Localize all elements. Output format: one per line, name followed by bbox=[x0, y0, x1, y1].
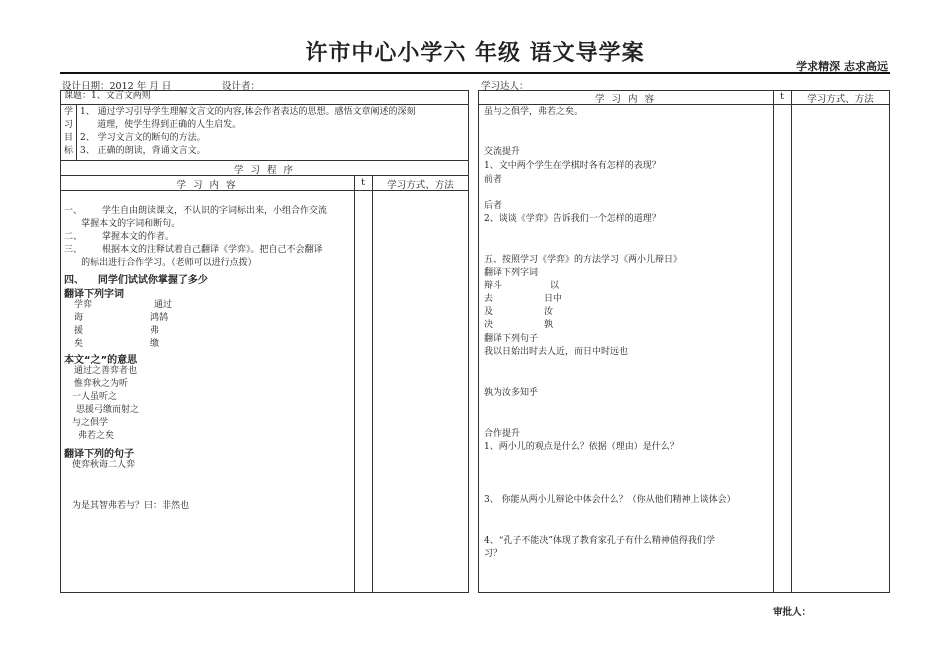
right-words-list: 辩斗 以 去 日中 及 汝 决 孰 bbox=[484, 281, 563, 330]
col-content: 学 习 内 容 bbox=[176, 180, 238, 191]
col-method: 学习方式、方法 bbox=[807, 94, 874, 105]
divider bbox=[773, 90, 774, 593]
col-t: t bbox=[780, 91, 784, 102]
coop-q1: 1、两小儿的观点是什么？依据（理由）是什么？ bbox=[484, 442, 679, 452]
steps: 一、 学生自由朗读课文，不认识的字词标出来，小组合作交流 掌握本文的字词和断句。 二、 掌握本文的作者。 三、 根据本文的注释试着自己翻译《学弈》。把自己不会翻译 的标出进行合作学习。（老师可以进行点拨） bbox=[64, 206, 328, 268]
task5: 五、按照学习《学弈》的方法学习《两小儿辩日》 bbox=[484, 255, 683, 265]
sentences-title: 翻译下列的句子 bbox=[64, 449, 134, 460]
former-label: 前者 bbox=[484, 175, 503, 185]
design-date: 设计日期：2012 年 月 日 bbox=[62, 81, 172, 92]
latter-label: 后者 bbox=[484, 201, 503, 211]
header-divider bbox=[60, 72, 890, 74]
goals-list bbox=[80, 106, 415, 158]
step4-heading: 四、 同学们试试你掌握了多少 bbox=[64, 275, 208, 286]
goal-item: 2、 学习文言文的断句的方法。 bbox=[80, 133, 206, 143]
exchange-q1: 1、文中两个学生在学棋时各有怎样的表现？ bbox=[484, 161, 661, 171]
topic: 课题：1、文言文两则 bbox=[64, 91, 151, 101]
motto: 学求精深 志求高远 bbox=[796, 60, 888, 73]
learner-label: 学习达人： bbox=[481, 81, 529, 92]
divider bbox=[60, 175, 469, 176]
words-list: 学弈 通过 诲 鸿鹄 援 弗 矣 缴 bbox=[74, 300, 173, 349]
divider bbox=[60, 160, 469, 161]
words-title: 翻译下列字词 bbox=[484, 268, 539, 278]
col-method: 学习方式、方法 bbox=[387, 180, 454, 191]
divider bbox=[76, 104, 77, 160]
goal-item: 道理，使学生得到正确的人生启发。 bbox=[80, 120, 242, 130]
goal-item: 3、 正确的朗读，背诵文言文。 bbox=[80, 146, 206, 156]
sentence-item: 为是其智弗若与？曰：非然也 bbox=[72, 501, 190, 511]
coop-q4: 4、“孔子不能决”体现了教育家孔子有什么精神值得我们学 bbox=[484, 536, 715, 546]
coop-q4-cont: 习？ bbox=[484, 549, 503, 559]
approver-label: 审批人： bbox=[773, 607, 812, 618]
coop-title: 合作提升 bbox=[484, 429, 521, 439]
exchange-title: 交流提升 bbox=[484, 147, 521, 157]
right-sentence1: 我以日始出时去人近，而日中时远也 bbox=[484, 347, 629, 357]
col-t: t bbox=[361, 177, 365, 188]
divider bbox=[372, 175, 373, 593]
right-sentence2: 孰为汝多知乎 bbox=[484, 388, 539, 398]
goal-item: 1、 通过学习引导学生理解文言文的内容,体会作者表达的思想。感悟文章阐述的深刻 bbox=[80, 107, 416, 117]
page-title: 许市中心小学六 年级 语文导学案 bbox=[305, 41, 645, 66]
designer-label: 设计者： bbox=[222, 81, 261, 92]
zhi-list: 通过之善弈者也 惟弈秋之为听 一人虽听之 思援弓缴而射之 与之俱学 弗若之矣 bbox=[72, 366, 140, 441]
divider bbox=[60, 190, 469, 191]
goal-label: 学 习 目 标 bbox=[64, 107, 74, 156]
divider bbox=[478, 104, 890, 105]
translate-words-title: 翻译下列字词 bbox=[64, 289, 124, 300]
procedure-title: 学 习 程 序 bbox=[233, 165, 296, 176]
coop-q3: 3、 你能从两小儿辩论中体会什么？（你从他们精神上谈体会） bbox=[484, 495, 736, 505]
zhi-title: 本文“之”的意思 bbox=[64, 355, 138, 366]
divider bbox=[354, 175, 355, 593]
exchange-q2: 2、谈谈《学弈》告诉我们一个怎样的道理？ bbox=[484, 214, 661, 224]
divider bbox=[60, 104, 469, 105]
col-content: 学 习 内 容 bbox=[594, 94, 657, 105]
divider bbox=[791, 90, 792, 593]
right-line1: 虽与之俱学，弗若之矣。 bbox=[484, 107, 584, 117]
sentence-item: 使弈秋诲二人弈 bbox=[72, 460, 136, 470]
right-sentences-title: 翻译下列句子 bbox=[484, 334, 539, 344]
